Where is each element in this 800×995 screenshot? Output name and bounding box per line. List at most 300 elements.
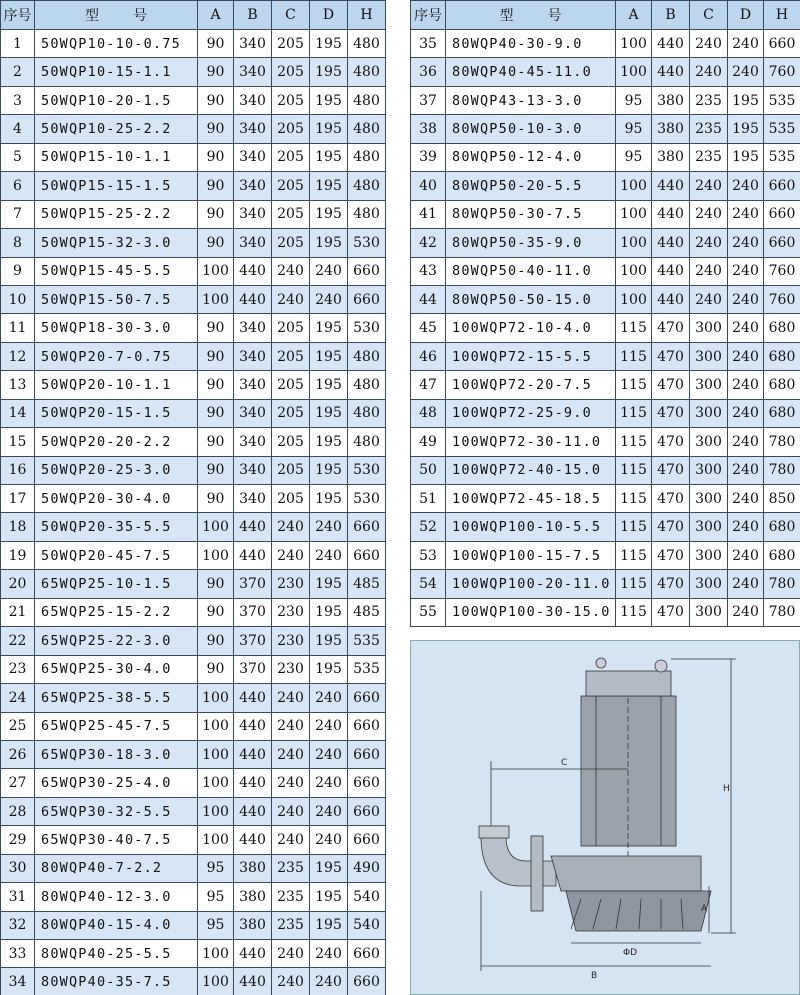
cell-a: 90	[198, 428, 234, 456]
cell-seq: 21	[1, 598, 35, 626]
cell-model: 100WQP100-10-5.5	[446, 513, 616, 541]
cell-d: 240	[728, 314, 764, 342]
cell-h: 660	[348, 769, 386, 797]
cell-c: 235	[272, 854, 310, 882]
cell-b: 340	[234, 200, 272, 228]
cell-c: 240	[690, 257, 728, 285]
cell-seq: 34	[1, 968, 35, 995]
cell-model: 50WQP18-30-3.0	[35, 314, 198, 342]
cell-d: 195	[310, 485, 348, 513]
base-stand-shape	[566, 891, 711, 931]
cell-h: 535	[348, 627, 386, 655]
side-flange-shape	[531, 836, 543, 911]
cell-h: 530	[348, 456, 386, 484]
cell-model: 80WQP50-10-3.0	[446, 115, 616, 143]
cell-h: 780	[764, 456, 800, 484]
cell-seq: 2	[1, 58, 35, 86]
cell-d: 240	[310, 769, 348, 797]
cell-seq: 51	[411, 485, 446, 513]
cell-b: 340	[234, 342, 272, 370]
cell-a: 90	[198, 30, 234, 58]
cell-d: 195	[310, 627, 348, 655]
cell-h: 680	[764, 399, 800, 427]
table-row	[1, 285, 386, 313]
cell-a: 90	[198, 399, 234, 427]
table-row	[411, 371, 800, 399]
cell-a: 100	[198, 769, 234, 797]
header-model-part2: 号	[547, 8, 562, 24]
cell-b: 340	[234, 428, 272, 456]
cell-b: 440	[234, 968, 272, 995]
cell-b: 440	[234, 797, 272, 825]
table-body-right	[411, 30, 800, 627]
cell-h: 680	[764, 541, 800, 569]
cell-model: 50WQP15-32-3.0	[35, 229, 198, 257]
cell-b: 370	[234, 627, 272, 655]
cell-c: 240	[272, 769, 310, 797]
cell-b: 470	[652, 399, 690, 427]
table-row	[411, 143, 800, 171]
cell-c: 240	[272, 541, 310, 569]
cell-h: 490	[348, 854, 386, 882]
volute-casing-shape	[551, 856, 701, 891]
cell-seq: 26	[1, 740, 35, 768]
table-row	[411, 456, 800, 484]
table-row	[1, 712, 386, 740]
cell-d: 195	[310, 229, 348, 257]
cell-b: 470	[652, 570, 690, 598]
cell-h: 660	[348, 684, 386, 712]
cell-model: 50WQP20-45-7.5	[35, 541, 198, 569]
cell-seq: 16	[1, 456, 35, 484]
table-row	[411, 200, 800, 228]
cell-seq: 19	[1, 541, 35, 569]
table-row	[411, 541, 800, 569]
header-h: H	[764, 1, 800, 30]
cell-h: 480	[348, 200, 386, 228]
cell-c: 240	[690, 58, 728, 86]
cell-a: 90	[198, 172, 234, 200]
motor-body-shape	[581, 696, 676, 846]
cell-h: 480	[348, 86, 386, 114]
cell-h: 485	[348, 598, 386, 626]
cell-a: 90	[198, 58, 234, 86]
cell-a: 100	[198, 285, 234, 313]
cell-a: 90	[198, 655, 234, 683]
table-row	[1, 456, 386, 484]
pump-dimension-drawing	[410, 640, 800, 995]
cell-h: 535	[764, 115, 800, 143]
table-row	[411, 115, 800, 143]
cell-d: 195	[310, 172, 348, 200]
cell-h: 530	[348, 314, 386, 342]
cell-h: 680	[764, 314, 800, 342]
cell-d: 240	[728, 257, 764, 285]
cell-a: 100	[616, 285, 652, 313]
cell-model: 100WQP72-25-9.0	[446, 399, 616, 427]
cell-seq: 22	[1, 627, 35, 655]
cell-d: 240	[310, 968, 348, 995]
cell-model: 50WQP10-10-0.75	[35, 30, 198, 58]
table-row	[1, 968, 386, 995]
cell-a: 100	[616, 257, 652, 285]
cell-seq: 44	[411, 285, 446, 313]
cell-d: 195	[310, 342, 348, 370]
cell-d: 240	[728, 342, 764, 370]
cell-a: 90	[198, 86, 234, 114]
cell-model: 80WQP50-50-15.0	[446, 285, 616, 313]
cell-seq: 49	[411, 428, 446, 456]
cell-d: 240	[728, 456, 764, 484]
cell-a: 115	[616, 485, 652, 513]
cell-b: 470	[652, 456, 690, 484]
cell-seq: 38	[411, 115, 446, 143]
cell-a: 100	[616, 58, 652, 86]
table-row	[411, 342, 800, 370]
cell-h: 680	[764, 342, 800, 370]
cell-model: 65WQP30-25-4.0	[35, 769, 198, 797]
cell-c: 205	[272, 342, 310, 370]
cell-d: 240	[728, 541, 764, 569]
cell-a: 90	[198, 485, 234, 513]
cell-a: 115	[616, 541, 652, 569]
cell-c: 235	[690, 115, 728, 143]
cell-b: 440	[652, 30, 690, 58]
cell-d: 240	[728, 399, 764, 427]
cell-seq: 33	[1, 940, 35, 968]
cell-d: 240	[728, 172, 764, 200]
cell-model: 50WQP20-30-4.0	[35, 485, 198, 513]
dimension-table-left	[0, 0, 386, 995]
cell-c: 240	[272, 285, 310, 313]
cell-model: 50WQP10-25-2.2	[35, 115, 198, 143]
cell-b: 370	[234, 570, 272, 598]
cell-c: 240	[272, 940, 310, 968]
cell-model: 65WQP25-15-2.2	[35, 598, 198, 626]
cell-h: 660	[348, 712, 386, 740]
cell-model: 100WQP72-20-7.5	[446, 371, 616, 399]
cell-h: 530	[348, 485, 386, 513]
cell-c: 205	[272, 371, 310, 399]
cell-d: 240	[728, 58, 764, 86]
cell-d: 195	[310, 570, 348, 598]
cell-model: 50WQP15-45-5.5	[35, 257, 198, 285]
cell-h: 485	[348, 570, 386, 598]
cell-d: 240	[728, 200, 764, 228]
cell-h: 660	[348, 541, 386, 569]
header-model-part2: 号	[133, 8, 147, 24]
cell-seq: 30	[1, 854, 35, 882]
cell-seq: 7	[1, 200, 35, 228]
table-row	[411, 598, 800, 626]
cell-c: 240	[272, 684, 310, 712]
cell-d: 195	[728, 86, 764, 114]
cell-seq: 12	[1, 342, 35, 370]
cell-model: 50WQP15-10-1.1	[35, 143, 198, 171]
cell-a: 115	[616, 399, 652, 427]
table-row	[1, 684, 386, 712]
cell-model: 80WQP40-35-7.5	[35, 968, 198, 995]
cell-a: 95	[616, 143, 652, 171]
cell-b: 440	[234, 826, 272, 854]
table-header-row	[1, 1, 386, 30]
cell-b: 340	[234, 86, 272, 114]
cell-b: 440	[652, 58, 690, 86]
cell-c: 240	[272, 513, 310, 541]
cell-h: 660	[348, 257, 386, 285]
header-model-part1: 型	[85, 8, 99, 24]
cell-h: 780	[764, 428, 800, 456]
cell-a: 115	[616, 456, 652, 484]
cell-a: 90	[198, 371, 234, 399]
cell-seq: 50	[411, 456, 446, 484]
cell-a: 100	[198, 797, 234, 825]
cell-c: 240	[690, 285, 728, 313]
cell-c: 230	[272, 570, 310, 598]
cell-h: 480	[348, 428, 386, 456]
cell-d: 195	[310, 911, 348, 939]
cell-a: 100	[198, 684, 234, 712]
table-row	[411, 172, 800, 200]
table-row	[1, 58, 386, 86]
cell-a: 115	[616, 342, 652, 370]
cell-seq: 1	[1, 30, 35, 58]
cell-model: 80WQP50-12-4.0	[446, 143, 616, 171]
cell-h: 540	[348, 883, 386, 911]
cell-h: 660	[348, 513, 386, 541]
dim-label-h: H	[723, 784, 730, 794]
pump-drawing-svg	[411, 641, 800, 995]
table-row	[1, 541, 386, 569]
table-row	[411, 86, 800, 114]
cell-h: 480	[348, 399, 386, 427]
cell-h: 760	[764, 58, 800, 86]
cell-c: 300	[690, 399, 728, 427]
cell-seq: 36	[411, 58, 446, 86]
cell-c: 205	[272, 314, 310, 342]
header-model	[446, 1, 616, 30]
cell-seq: 52	[411, 513, 446, 541]
cell-seq: 54	[411, 570, 446, 598]
cell-d: 195	[310, 655, 348, 683]
cell-d: 195	[310, 456, 348, 484]
cell-c: 205	[272, 172, 310, 200]
cell-model: 100WQP100-30-15.0	[446, 598, 616, 626]
cable-gland-shape	[596, 658, 606, 668]
cell-seq: 25	[1, 712, 35, 740]
cell-h: 480	[348, 342, 386, 370]
cell-h: 480	[348, 58, 386, 86]
cell-b: 440	[652, 229, 690, 257]
cell-a: 100	[198, 712, 234, 740]
cell-c: 240	[690, 30, 728, 58]
table-row	[411, 399, 800, 427]
cell-b: 340	[234, 58, 272, 86]
cell-b: 440	[234, 740, 272, 768]
cell-h: 680	[764, 371, 800, 399]
dim-label-b: B	[591, 971, 598, 981]
cell-a: 115	[616, 428, 652, 456]
cell-seq: 48	[411, 399, 446, 427]
cell-model: 100WQP72-30-11.0	[446, 428, 616, 456]
table-row	[411, 257, 800, 285]
table-body-left	[1, 30, 386, 995]
table-row	[1, 428, 386, 456]
cell-b: 470	[652, 428, 690, 456]
cell-b: 340	[234, 485, 272, 513]
dim-label-d: ΦD	[623, 948, 638, 958]
cell-c: 205	[272, 58, 310, 86]
cell-a: 90	[198, 115, 234, 143]
cell-seq: 18	[1, 513, 35, 541]
cell-a: 115	[616, 570, 652, 598]
cell-h: 760	[764, 257, 800, 285]
cell-h: 480	[348, 115, 386, 143]
cell-d: 195	[728, 143, 764, 171]
cell-model: 80WQP40-7-2.2	[35, 854, 198, 882]
table-row	[1, 513, 386, 541]
cell-c: 205	[272, 229, 310, 257]
cell-h: 660	[764, 30, 800, 58]
table-row	[1, 257, 386, 285]
cell-d: 240	[728, 513, 764, 541]
cell-c: 205	[272, 485, 310, 513]
header-c: C	[690, 1, 728, 30]
cell-d: 195	[310, 200, 348, 228]
cell-d: 240	[728, 371, 764, 399]
cell-h: 480	[348, 172, 386, 200]
cell-h: 660	[348, 740, 386, 768]
cell-model: 65WQP30-18-3.0	[35, 740, 198, 768]
cell-model: 65WQP25-10-1.5	[35, 570, 198, 598]
cell-d: 240	[728, 598, 764, 626]
cell-d: 240	[310, 712, 348, 740]
header-c: C	[272, 1, 310, 30]
cell-b: 470	[652, 314, 690, 342]
cell-a: 115	[616, 314, 652, 342]
cell-b: 380	[234, 883, 272, 911]
cell-a: 115	[616, 598, 652, 626]
table-row	[1, 655, 386, 683]
cell-d: 195	[310, 428, 348, 456]
cell-b: 380	[234, 854, 272, 882]
cell-a: 90	[198, 314, 234, 342]
cell-h: 660	[764, 200, 800, 228]
cell-a: 100	[198, 940, 234, 968]
cell-a: 90	[198, 570, 234, 598]
cell-model: 50WQP10-15-1.1	[35, 58, 198, 86]
cell-model: 80WQP50-20-5.5	[446, 172, 616, 200]
table-row	[1, 115, 386, 143]
cell-model: 50WQP15-25-2.2	[35, 200, 198, 228]
cell-seq: 47	[411, 371, 446, 399]
cell-c: 235	[690, 86, 728, 114]
cell-a: 90	[198, 143, 234, 171]
cell-model: 80WQP40-12-3.0	[35, 883, 198, 911]
cell-h: 660	[764, 229, 800, 257]
cell-model: 80WQP50-30-7.5	[446, 200, 616, 228]
cell-model: 80WQP40-45-11.0	[446, 58, 616, 86]
cell-model: 80WQP43-13-3.0	[446, 86, 616, 114]
cell-seq: 41	[411, 200, 446, 228]
table-row	[1, 229, 386, 257]
cell-seq: 5	[1, 143, 35, 171]
cell-model: 80WQP40-25-5.5	[35, 940, 198, 968]
cell-c: 240	[272, 712, 310, 740]
table-row	[1, 399, 386, 427]
cell-b: 470	[652, 485, 690, 513]
cell-a: 115	[616, 371, 652, 399]
cell-b: 440	[234, 513, 272, 541]
table-row	[1, 769, 386, 797]
cell-b: 440	[234, 257, 272, 285]
cell-model: 50WQP15-50-7.5	[35, 285, 198, 313]
cell-c: 240	[272, 257, 310, 285]
cell-a: 95	[198, 911, 234, 939]
cell-h: 535	[348, 655, 386, 683]
cell-a: 100	[198, 826, 234, 854]
cell-d: 195	[310, 30, 348, 58]
cell-c: 300	[690, 570, 728, 598]
cell-seq: 20	[1, 570, 35, 598]
cell-model: 50WQP15-15-1.5	[35, 172, 198, 200]
cell-d: 240	[310, 740, 348, 768]
cell-c: 235	[272, 911, 310, 939]
cell-model: 50WQP20-35-5.5	[35, 513, 198, 541]
header-seq: 序号	[411, 1, 446, 30]
cell-c: 205	[272, 399, 310, 427]
cell-a: 100	[616, 229, 652, 257]
cell-h: 780	[764, 570, 800, 598]
cell-seq: 4	[1, 115, 35, 143]
cell-a: 90	[198, 200, 234, 228]
cell-b: 470	[652, 541, 690, 569]
cell-seq: 27	[1, 769, 35, 797]
cell-a: 95	[616, 115, 652, 143]
cell-d: 240	[728, 485, 764, 513]
cell-h: 780	[764, 598, 800, 626]
table-row	[411, 285, 800, 313]
cell-h: 535	[764, 143, 800, 171]
cell-b: 440	[234, 769, 272, 797]
cell-seq: 13	[1, 371, 35, 399]
cell-model: 50WQP20-10-1.1	[35, 371, 198, 399]
cell-b: 340	[234, 143, 272, 171]
cell-seq: 45	[411, 314, 446, 342]
cell-model: 80WQP50-35-9.0	[446, 229, 616, 257]
cell-c: 235	[272, 883, 310, 911]
cell-d: 240	[310, 285, 348, 313]
cell-model: 50WQP20-20-2.2	[35, 428, 198, 456]
dim-label-c: C	[561, 758, 568, 768]
header-b: B	[652, 1, 690, 30]
header-model-part1: 型	[499, 8, 514, 24]
header-seq: 序号	[1, 1, 35, 30]
cell-b: 340	[234, 172, 272, 200]
cell-c: 205	[272, 456, 310, 484]
cell-seq: 17	[1, 485, 35, 513]
cell-model: 50WQP20-7-0.75	[35, 342, 198, 370]
table-row	[1, 940, 386, 968]
cell-seq: 31	[1, 883, 35, 911]
cell-b: 440	[234, 940, 272, 968]
cell-d: 240	[728, 285, 764, 313]
cell-d: 240	[728, 30, 764, 58]
cell-b: 440	[652, 200, 690, 228]
table-row	[411, 30, 800, 58]
cell-seq: 55	[411, 598, 446, 626]
cell-seq: 39	[411, 143, 446, 171]
